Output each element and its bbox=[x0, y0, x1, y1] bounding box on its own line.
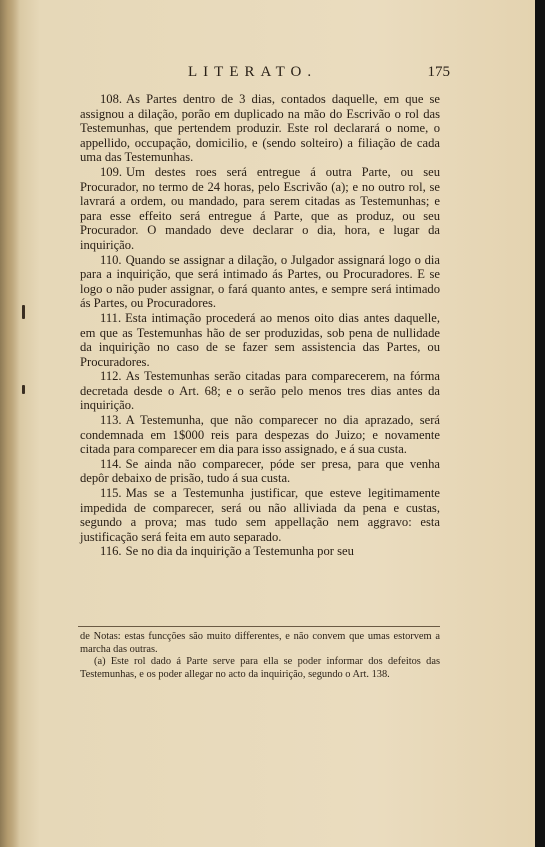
paragraph-110 bbox=[80, 253, 440, 311]
margin-mark bbox=[22, 385, 25, 394]
paragraph-text: Se ainda não comparecer, póde ser presa, para que venha depôr debaixo de prisão, tudo á sua custa. bbox=[80, 456, 440, 486]
paragraph-text: A Testemunha, que não comparecer no dia aprazado, será condemnada em 1$000 reis para despezas do Juizo; e novamente citada para comparecer em dia para isso assignado, e á sua custa. bbox=[80, 413, 440, 457]
paragraph-text: Se no dia da inquirição a Testemunha por seu bbox=[125, 544, 354, 559]
paragraph-number: 108. bbox=[100, 92, 123, 106]
paragraph-text: Um destes roes será entregue á outra Parte, ou seu Procurador, no termo de 24 horas, pelo Escrivão (a); e no outro rol, se lavrará a ordem, ou mandado, para serem citadas as Testemunhas; e para esse effeito será entregue á Parte, que as produz, ou seu Procurador. O mandado deve declarar o dia, hora, e lugar da inquirição. bbox=[80, 164, 440, 252]
paragraph-113 bbox=[80, 413, 440, 457]
page-number: 175 bbox=[427, 64, 450, 80]
paragraph-111 bbox=[80, 311, 440, 369]
paragraph-text: Mas se a Testemunha justificar, que esteve legitimamente impedida de comparecer, será ou não alliviada da pena e custas, segundo a prova; mas tudo sem appellação nem aggravo: esta justificação será feita em auto separado. bbox=[80, 486, 440, 544]
paragraph-116 bbox=[80, 544, 440, 559]
paragraph-108 bbox=[80, 92, 440, 165]
page-gutter-shadow bbox=[0, 0, 20, 847]
paragraph-112 bbox=[80, 369, 440, 413]
running-title: LITERATO. bbox=[188, 64, 318, 80]
paragraph-number: 110. bbox=[100, 252, 122, 267]
paragraph-109 bbox=[80, 165, 440, 253]
paragraph-text: Quando se assignar a dilação, o Julgador assignará logo o dia para a inquirição, que será intimado ás Partes, ou Procuradores. E se logo o não puder assignar, o fará quanto antes, e sempre será intimado ás Partes, ou Procuradores. bbox=[80, 252, 440, 311]
footnote-divider bbox=[78, 626, 440, 627]
paragraph-number: 109. bbox=[100, 164, 123, 179]
footnotes bbox=[80, 631, 440, 681]
paragraph-text: Esta intimação procederá ao menos oito dias antes daquelle, em que as Testemunhas hão de ser produzidas, sob pena de nullidade da inquirição no caso de se fazer sem assistencia das Partes, ou Procuradores. bbox=[80, 310, 440, 369]
paragraph-number: 116. bbox=[100, 544, 122, 559]
footnote-continuation: de Notas: estas funcções são muito differentes, e não convem que umas estorvem a marcha das outras. bbox=[80, 631, 440, 655]
paragraph-114 bbox=[80, 457, 440, 486]
scan-edge bbox=[535, 0, 545, 847]
paragraph-number: 115. bbox=[100, 486, 122, 501]
paragraph-number: 113. bbox=[100, 413, 122, 428]
paragraph-number: 114. bbox=[100, 456, 122, 471]
margin-mark bbox=[22, 305, 25, 319]
page-header bbox=[80, 64, 450, 88]
paragraph-text: As Partes dentro de 3 dias, contados daquelle, em que se assignou a dilação, porão em duplicado na mão do Escrivão o rol das Testemunhas, que pertendem produzir. Este rol declarará o nome, o appellido, occupação, domicilio, e (sendo solteiro) a filiação de cada uma das Testemunhas. bbox=[80, 92, 440, 165]
footnote-a: (a) Este rol dado á Parte serve para ella se poder informar dos defeitos das Testemunhas, e os poder allegar no acto da inquirição, segundo o Art. 138. bbox=[80, 656, 440, 680]
paragraph-number: 111. bbox=[100, 310, 122, 325]
paragraph-text: As Testemunhas serão citadas para comparecerem, na fórma decretada desde o Art. 68; e o serão pelo menos tres dias antes da inquirição. bbox=[80, 369, 440, 413]
main-text bbox=[80, 92, 440, 559]
paragraph-number: 112. bbox=[100, 369, 122, 384]
paragraph-115 bbox=[80, 486, 440, 544]
